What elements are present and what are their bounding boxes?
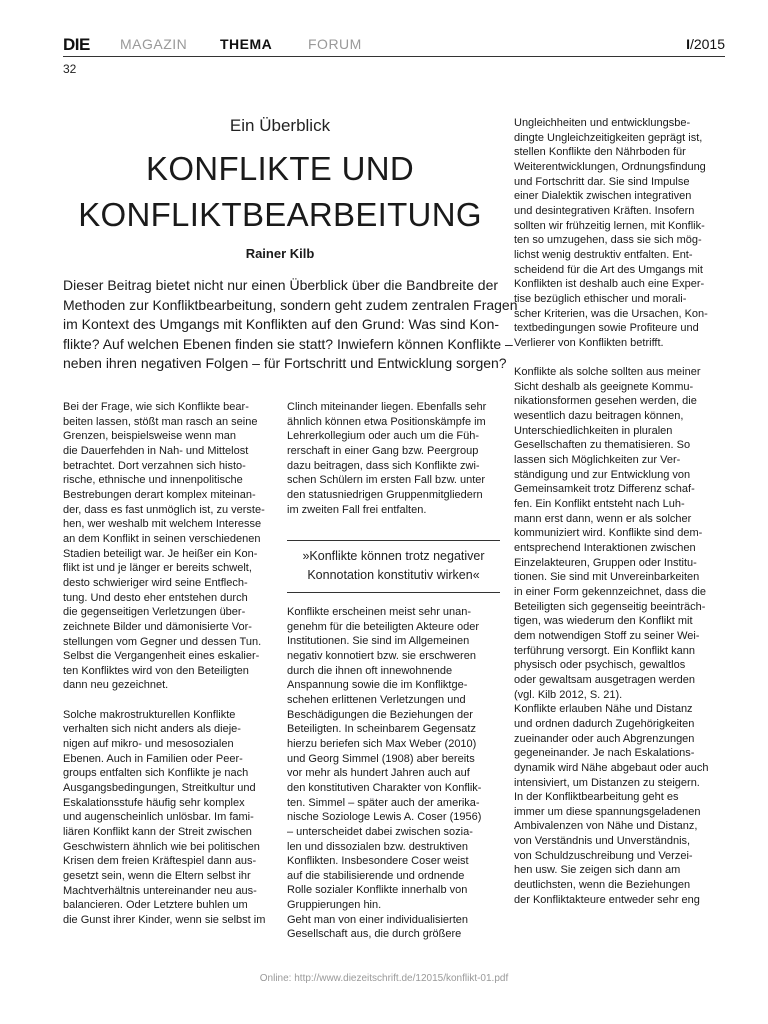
text-line: und augenscheinlich unlösbar. Im fami-: [63, 811, 254, 824]
magazine-logo: DIE: [63, 35, 90, 54]
text-line: im Kontext des Umgangs mit Konflikten auf den Grund: Was sind Kon-: [63, 316, 500, 332]
text-line: Konflikte erlauben Nähe und Distanz: [514, 703, 693, 716]
nav-forum: FORUM: [308, 36, 362, 52]
text-column-1: [63, 400, 273, 928]
issue-label: I/2015: [686, 36, 725, 52]
text-line: textbedingungen sowie Profiteure und: [514, 322, 699, 335]
text-line: und Georg Simmel (1908) aber bereits: [287, 752, 475, 765]
text-line: hen usw. Sie zeigen sich dann am: [514, 864, 681, 877]
text-line: desto schwieriger wird seine Entflech-: [63, 576, 248, 589]
paragraph-gap: [514, 351, 726, 366]
text-line: flikt ist und je länger er bereits schwelt,: [63, 562, 252, 575]
text-line: Geht man von einer individualisierten: [287, 913, 468, 926]
text-line: balancieren. Oder Letztere buhlen um: [63, 899, 248, 912]
text-line: hen, wer weshalb mit welchem Interesse: [63, 518, 262, 531]
text-line: nische Soziologe Lewis A. Coser (1956): [287, 811, 482, 824]
text-line: von Schuldzuschreibung und Verzei-: [514, 849, 693, 862]
article-kicker: Ein Überblick: [229, 116, 331, 135]
text-line: dann neu gezeichnet.: [63, 679, 169, 692]
text-line: scheidend für die Art des Umgangs mit: [514, 263, 703, 276]
text-line: in einer Form gekennzeichnet, dass die: [514, 585, 706, 598]
page-header: [63, 34, 725, 57]
text-line: tionen. Sie sind mit Unvereinbarkeiten: [514, 571, 700, 584]
text-line: Konflikten. Insbesondere Coser weist: [287, 855, 469, 868]
text-line: Geschwistern ähnlich wie bei politischen: [63, 840, 260, 853]
text-line: ständigung und zur Entwicklung von: [514, 468, 691, 481]
text-line: ten so umzugehen, dass sie sich mög-: [514, 234, 702, 247]
text-line: betrachtet. Dort verzahnen sich histo-: [63, 459, 246, 472]
footer-url: Online: http://www.diezeitschrift.de/12015/konflikt-01.pdf: [259, 973, 509, 984]
text-line: Ebenen. Auch in Familien oder Peer-: [63, 752, 243, 765]
text-line: nikationsformen gesehen werden, die: [514, 395, 697, 408]
text-line: den statusniedrigen Gruppenmitgliedern: [287, 488, 483, 501]
text-line: auf die stabilisierende und ordnende: [287, 869, 465, 882]
text-line: Solche makrostrukturellen Konflikte: [63, 708, 236, 721]
text-line: (vgl. Kilb 2012, S. 21).: [514, 688, 623, 701]
text-line: kommuniziert wird. Konflikte sind dem-: [514, 527, 703, 540]
text-line: dazu beitragen, dass sich Konflikte zwi-: [287, 459, 480, 472]
text-line: Bestrebungen derart komplex miteinan-: [63, 488, 256, 501]
text-line: terführung versorgt. Ein Konflikt kann: [514, 644, 695, 657]
text-column-2-top: [287, 400, 500, 517]
text-line: stellen Konflikte den Nährboden für: [514, 146, 686, 159]
pull-quote: [287, 540, 500, 593]
text-line: dem notwendigen Stoff zu seiner Wei-: [514, 629, 700, 642]
title-line: KONFLIKTBEARBEITUNG: [78, 196, 482, 233]
text-line: Beschädigungen die Beziehungen der: [287, 708, 473, 721]
text-line: Beteiligten sich gegenseitig beeinträch-: [514, 600, 706, 613]
text-line: beiten lassen, stößt man rasch an seine: [63, 415, 258, 428]
text-line: von Verständnis und Unverständnis,: [514, 835, 691, 848]
text-line: flikte? Auf welchen Ebenen finden sie statt? Inwiefern können Konflikte –: [63, 335, 513, 352]
text-line: tigen, was wiederum den Konflikt mit: [514, 615, 693, 628]
text-line: Verlierer von Konflikten betrifft.: [514, 336, 664, 349]
nav-magazin: MAGAZIN: [120, 36, 188, 52]
text-line: gesetzt sein, wenn die Eltern selbst ihr: [63, 869, 251, 882]
text-line: lassen sich Möglichkeiten zur Ver-: [514, 454, 681, 467]
text-line: den konstitutiven Charakter von Konflik-: [287, 781, 482, 794]
text-line: Clinch miteinander liegen. Ebenfalls sehr: [287, 401, 487, 413]
paragraph-gap: [63, 693, 273, 708]
title-line: KONFLIKTE UND: [146, 150, 414, 187]
text-line: an dem Konflikt in seinen verschiedenen: [63, 532, 261, 545]
text-line: dynamik wird Nähe abgebaut oder auch: [514, 761, 709, 774]
page-number: 32: [63, 62, 77, 76]
text-line: Machtverhältnis untereinander neu aus-: [63, 884, 257, 897]
text-line: dingte Ungleichzeitigkeiten geprägt ist,: [514, 131, 703, 144]
text-line: vor mehr als hundert Jahren auch auf: [287, 767, 470, 780]
text-line: Sicht deshalb als geeignete Kommu-: [514, 380, 694, 393]
text-line: Grenzen, beispielsweise wenn man: [63, 430, 237, 443]
article-lead: [63, 276, 518, 374]
text-line: und desintegrativen Kräften. Insofern: [514, 204, 695, 217]
text-line: liären Konflikt kann der Streit zwischen: [63, 826, 252, 839]
text-line: neben ihren negativen Folgen – für Fortschritt und Entwicklung sorgen?: [63, 355, 507, 371]
text-line: ten Konfliktes wird von den Beteiligten: [63, 664, 249, 677]
text-line: deutlichsten, wenn die Beziehungen: [514, 879, 691, 892]
text-line: tung. Und desto eher entstehen durch: [63, 591, 248, 604]
text-line: Anspannung sowie die im Konfliktge-: [287, 679, 468, 692]
text-line: Gesellschaften zu thematisieren. So: [514, 439, 691, 452]
text-line: scher Kriterien, was die Ursachen, Kon-: [514, 307, 708, 320]
text-column-3: [514, 116, 726, 907]
text-line: und ordnen dadurch Zugehörigkeiten: [514, 717, 695, 730]
text-line: verhalten sich nicht anders als dieje-: [63, 723, 241, 736]
text-line: einer Dialektik zwischen integrativen: [514, 190, 692, 203]
text-line: stellungen vom Gegner und dessen Tun.: [63, 635, 262, 648]
text-line: len und dissozialen bzw. destruktiven: [287, 840, 468, 853]
text-line: gegeneinander. Je nach Eskalations-: [514, 747, 695, 760]
text-line: mann erst dann, wenn er als solcher: [514, 512, 692, 525]
text-line: negativ konnotiert bzw. sie erschweren: [287, 649, 476, 662]
text-line: »Konflikte können trotz negativer: [302, 549, 485, 563]
text-line: Ungleichheiten und entwicklungsbe-: [514, 117, 691, 129]
text-line: groups entfalten sich Konflikte je nach: [63, 767, 249, 780]
article-title: [63, 146, 497, 238]
text-line: der Konfliktakteure entweder sehr eng: [514, 893, 700, 906]
text-line: zeichnete Bilder und dämonisierte Vor-: [63, 620, 252, 633]
text-line: Unterschiedlichkeiten in pluralen: [514, 424, 673, 437]
text-line: Methoden zur Konfliktbearbeitung, sondern geht zudem zentralen Fragen: [63, 296, 518, 313]
text-line: durch die ihnen oft innewohnende: [287, 664, 453, 677]
text-line: im zweiten Fall frei entfalten.: [287, 503, 427, 516]
text-line: sollten wir frühzeitig lernen, mit Konflik-: [514, 219, 705, 232]
text-line: Dieser Beitrag bietet nicht nur einen Überblick über die Bandbreite der: [63, 277, 499, 293]
text-line: Rolle sozialer Konflikte innerhalb von: [287, 884, 468, 897]
text-line: Konflikten ist deshalb auch eine Exper-: [514, 278, 705, 291]
text-line: Ambivalenzen von Nähe und Distanz,: [514, 820, 698, 833]
text-line: rerschaft in einer Gang bzw. Peergroup: [287, 444, 479, 457]
text-line: Weiterentwicklungen, Ordnungsfindung: [514, 160, 706, 173]
text-line: intensiviert, um Distanzen zu steigern.: [514, 776, 700, 789]
text-line: Gesellschaft aus, die durch größere: [287, 928, 462, 941]
text-line: tise bezüglich ethischer und morali-: [514, 292, 687, 305]
text-line: genehm für die beteiligten Akteure oder: [287, 620, 480, 633]
article-author: Rainer Kilb: [245, 246, 315, 261]
text-line: entsprechend Interaktionen zwischen: [514, 542, 696, 555]
text-line: Einzelakteuren, Gruppen oder Institu-: [514, 556, 697, 569]
text-line: Konflikte erscheinen meist sehr unan-: [287, 606, 472, 618]
text-line: und Fortschritt dar. Sie sind Impulse: [514, 175, 690, 188]
text-line: schen Schülern im ersten Fall bzw. unter: [287, 474, 486, 487]
text-line: die Gunst ihrer Kinder, wenn sie selbst im: [63, 913, 266, 926]
text-line: Selbst die Vergangenheit eines eskalier-: [63, 650, 260, 663]
text-line: lichst wenig destruktiv entfalten. Ent-: [514, 248, 693, 261]
text-line: Beteiligten. In scheinbarem Gegensatz: [287, 723, 476, 736]
text-line: Stadien beteiligt war. Je heißer ein Kon-: [63, 547, 258, 560]
text-line: Eskalationsstufe häufig sehr komplex: [63, 796, 245, 809]
text-line: rische, ethnische und innenpolitische: [63, 474, 243, 487]
text-line: Krisen dem freien Kräftespiel dann aus-: [63, 855, 257, 868]
text-line: der, dass es fast unmöglich ist, zu verste-: [63, 503, 265, 516]
text-line: Gruppierungen hin.: [287, 899, 382, 912]
text-line: hierzu beriefen sich Max Weber (2010): [287, 737, 477, 750]
text-line: die gegenseitigen Verletzungen über-: [63, 606, 246, 619]
text-line: – unterscheidet dabei zwischen sozia-: [287, 825, 473, 838]
text-line: immer um diese spannungsgeladenen: [514, 805, 701, 818]
text-line: die Dauerfehden in Nah- und Mittelost: [63, 444, 249, 457]
text-line: Gemeinsamkeit trotz Differenz schaf-: [514, 483, 695, 496]
text-line: physisch oder psychisch, gewaltlos: [514, 659, 686, 672]
text-line: Ausgangsbedingungen, Streitkultur und: [63, 782, 256, 795]
text-line: zueinander oder auch Abgrenzungen: [514, 732, 695, 745]
nav-thema: THEMA: [220, 36, 273, 52]
text-line: ähnlich können etwa Positionskämpfe im: [287, 415, 486, 428]
text-line: schehen erlittenen Verletzungen und: [287, 693, 466, 706]
text-line: nigen auf mikro- und mesosozialen: [63, 738, 234, 751]
text-line: In der Konfliktbearbeitung geht es: [514, 791, 679, 804]
text-line: ten. Simmel – später auch der amerika-: [287, 796, 480, 809]
text-line: Lehrerkollegium oder auch um die Füh-: [287, 430, 479, 443]
text-line: oder gewaltsam ausgetragen werden: [514, 673, 696, 686]
text-line: fen. Ein Konflikt entsteht nach Luh-: [514, 498, 685, 511]
text-column-2-bottom: [287, 605, 500, 942]
text-line: wesentlich dazu beitragen können,: [514, 410, 684, 423]
text-line: Konflikte als solche sollten aus meiner: [514, 366, 701, 379]
text-line: Bei der Frage, wie sich Konflikte bear-: [63, 401, 249, 413]
text-line: Institutionen. Sie sind im Allgemeinen: [287, 635, 470, 648]
text-line: Konnotation konstitutiv wirken«: [307, 568, 480, 582]
